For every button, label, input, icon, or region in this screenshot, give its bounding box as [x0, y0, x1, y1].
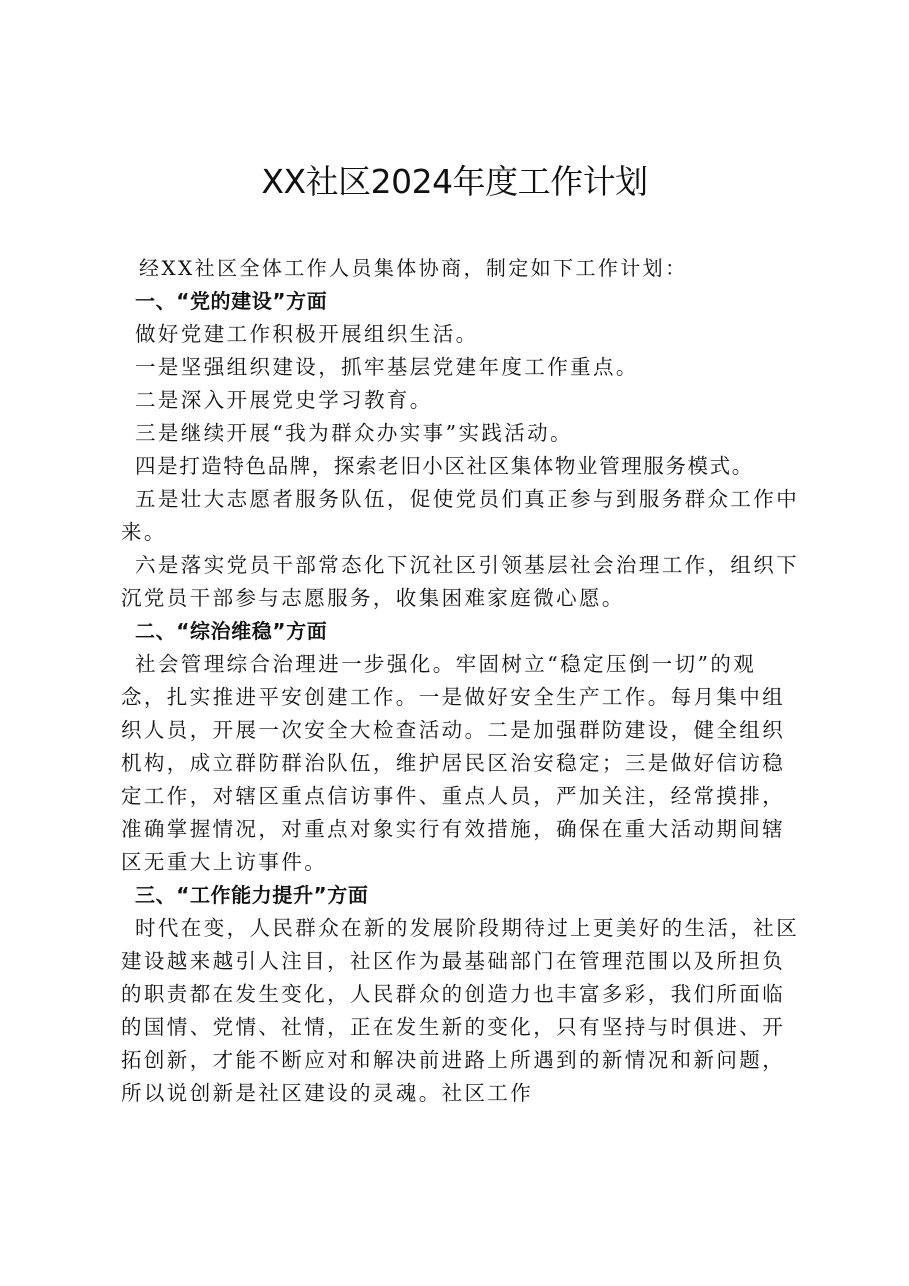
- section-heading-capability: 三、“工作能力提升”方面: [135, 883, 369, 907]
- section-heading-party-building: 一、“党的建设”方面: [135, 289, 328, 313]
- paragraph: 四是打造特色品牌，探索老旧小区社区集体物业管理服务模式。: [135, 454, 754, 478]
- paragraph: 社会管理综合治理进一步强化。牢固树立“稳定压倒一切”的观念，扎实推进平安创建工作。一是做好安全生产工作。每月集中组织人员，开展一次安全大检查活动。二是加强群防建设，健全组织机构，成立群防群治队伍，维护居民区治安稳定；三是做好信访稳定工作，对辖区重点信访事件、重点人员，严加关注，经常摸排，准确掌握情况，对重点对象实行有效措施，确保在重大活动期间辖区无重大上访事件。: [121, 652, 786, 874]
- paragraph: 六是落实党员干部常态化下沉社区引领基层社会治理工作，组织下沉党员干部参与志愿服务，收集困难家庭微心愿。: [121, 553, 800, 610]
- intro-paragraph: 经XX社区全体工作人员集体协商，制定如下工作计划：: [139, 256, 688, 280]
- paragraph: 做好党建工作积极开展组织生活。: [135, 322, 479, 346]
- paragraph: 一是坚强组织建设，抓牢基层党建年度工作重点。: [135, 355, 639, 379]
- section-heading-stability: 二、“综治维稳”方面: [135, 619, 328, 643]
- paragraph: 二是深入开展党史学习教育。: [135, 388, 433, 412]
- paragraph: 五是壮大志愿者服务队伍，促使党员们真正参与到服务群众工作中来。: [121, 487, 800, 544]
- paragraph: 时代在变，人民群众在新的发展阶段期待过上更美好的生活，社区建设越来越引人注目，社区作为最基础部门在管理范围以及所担负的职责都在发生变化，人民群众的创造力也丰富多彩，我们所面临的国情、党情、社情，正在发生新的变化，只有坚持与时俱进、开拓创新，才能不断应对和解决前进路上所遇到的新情况和新问题，所以说创新是社区建设的灵魂。社区工作: [121, 916, 800, 1105]
- paragraph: 三是继续开展“我为群众办实事”实践活动。: [135, 421, 573, 445]
- document-title: XX社区2024年度工作计划: [261, 162, 648, 201]
- document-body: [121, 252, 801, 1110]
